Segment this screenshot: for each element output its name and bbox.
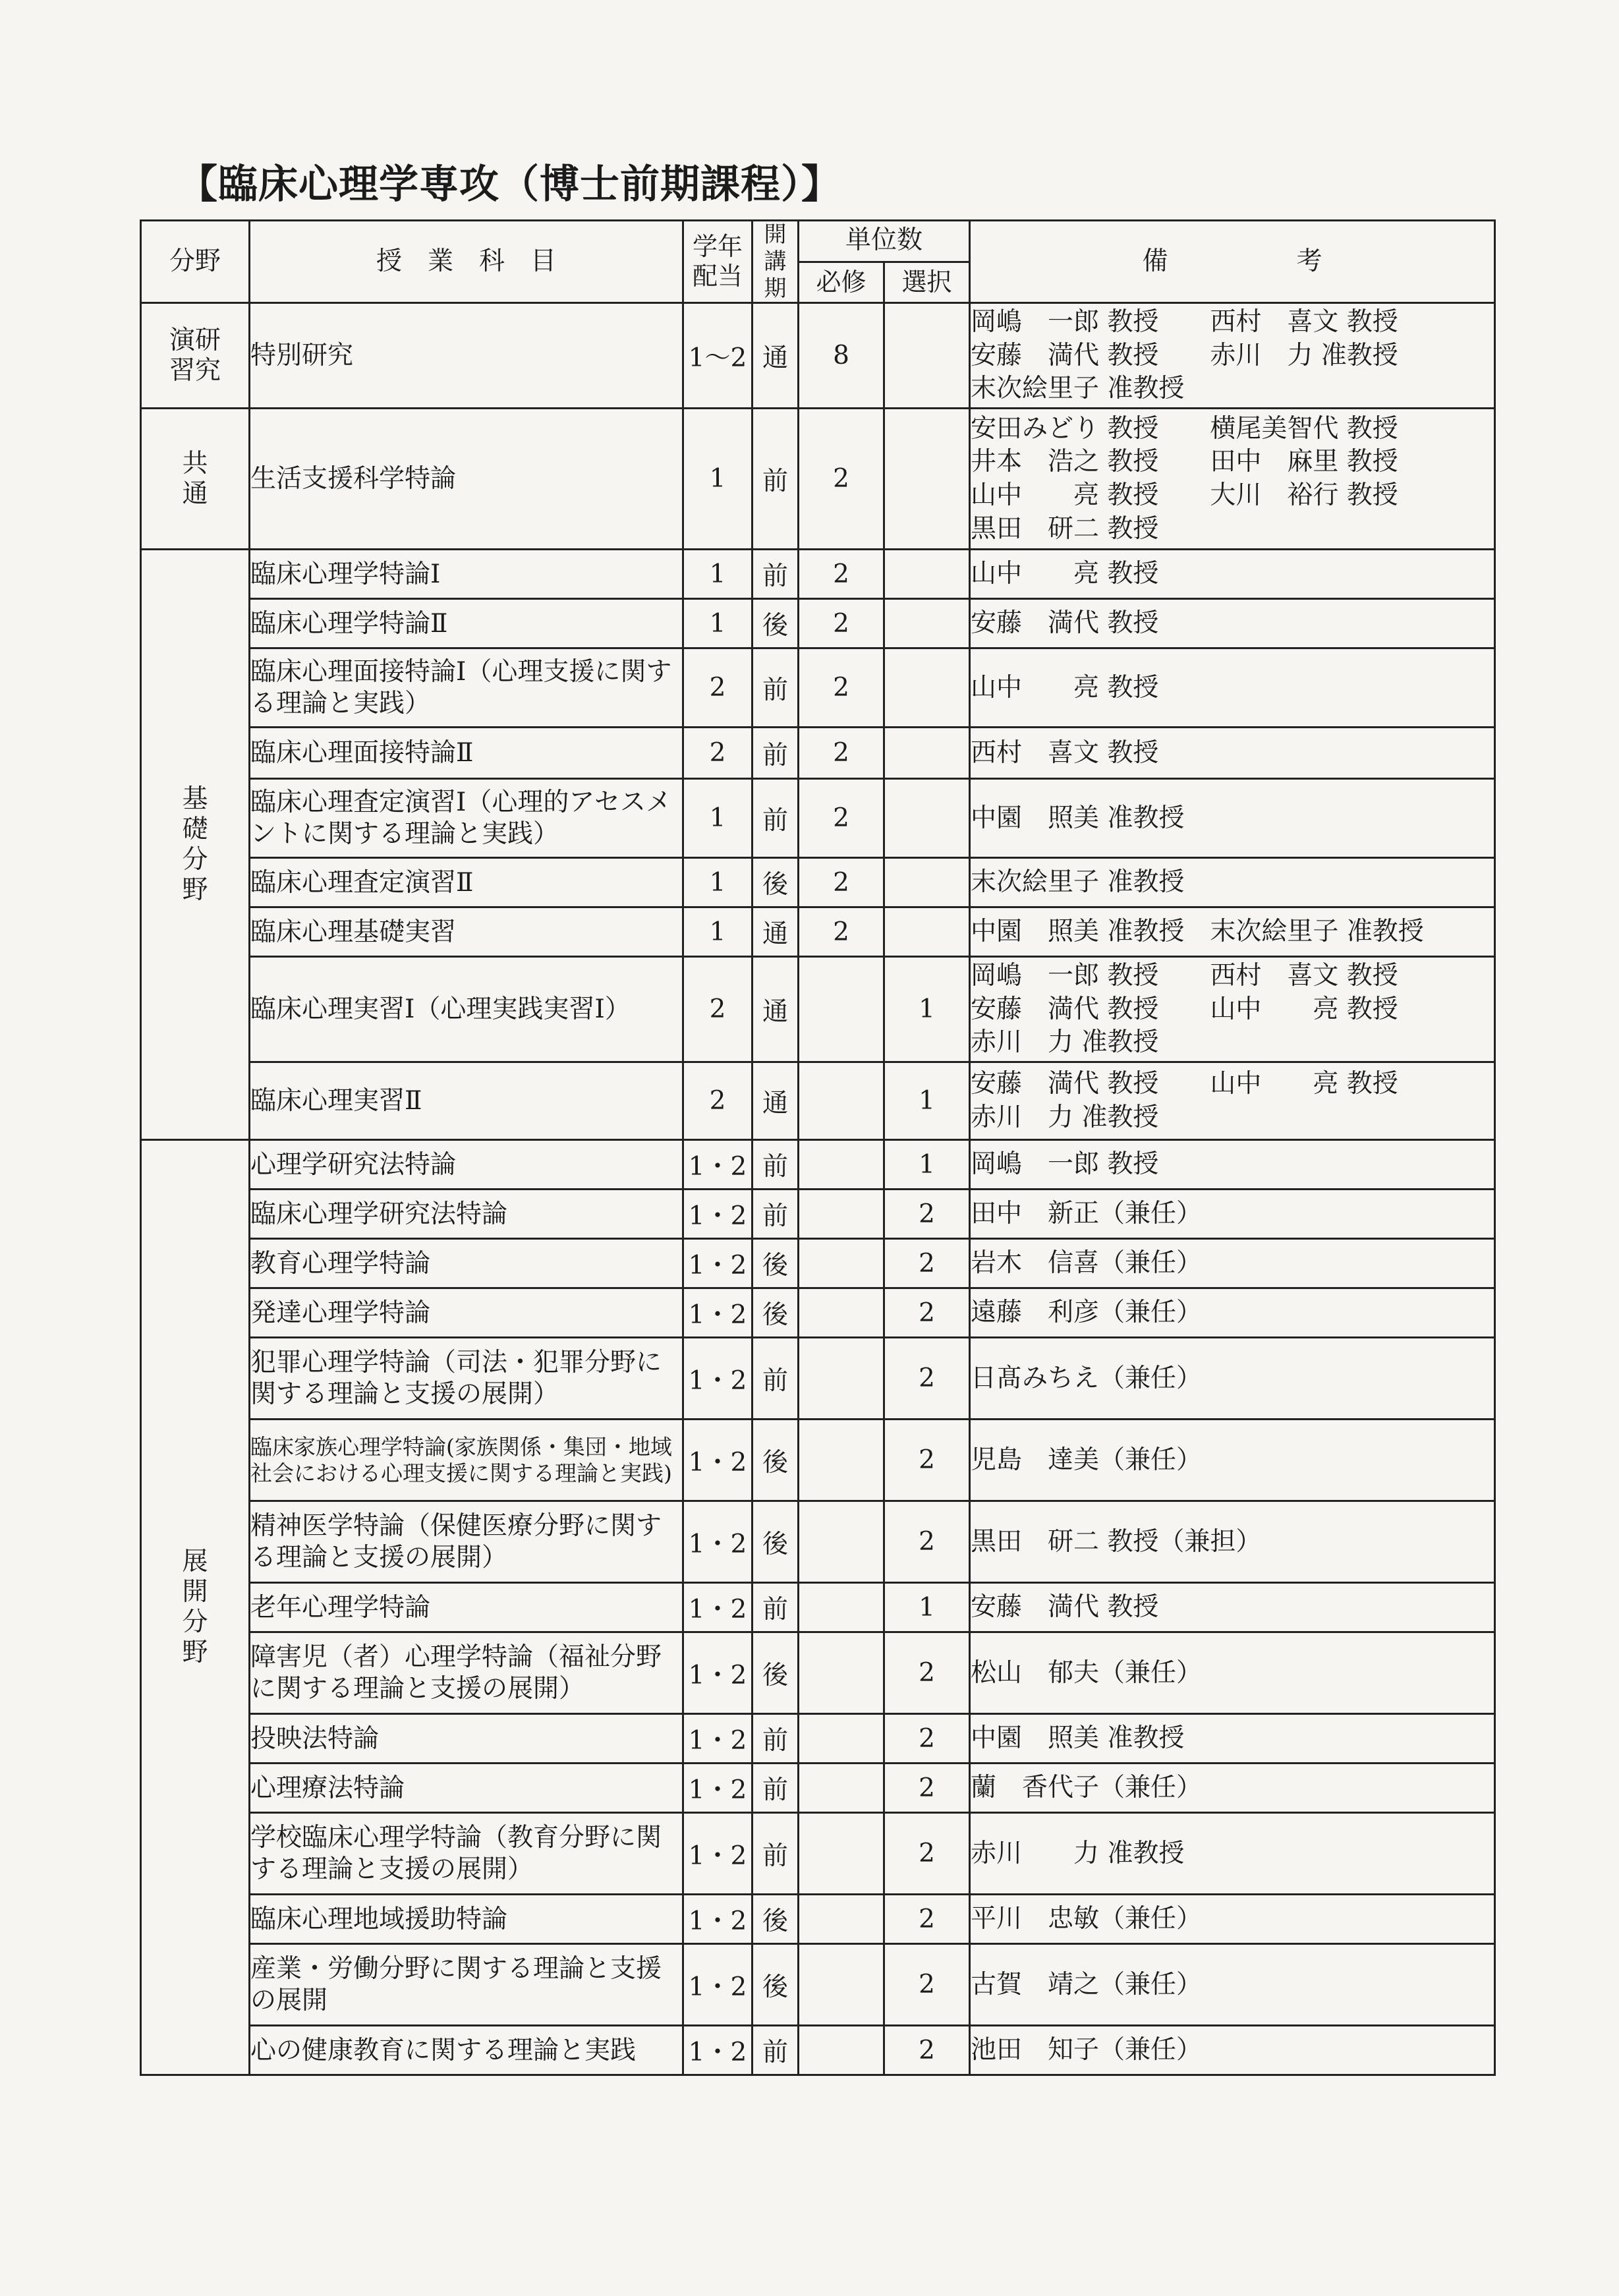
term-cell: 前 (753, 1583, 799, 1632)
term-cell: 前 (753, 2026, 799, 2075)
table-row (141, 409, 1495, 550)
subject-cell: 臨床心理面接特論Ⅱ (250, 728, 683, 779)
year-cell: 1 (683, 907, 753, 957)
year-cell: 1・2 (683, 1944, 753, 2026)
table-row (141, 1895, 1495, 1944)
subject-cell: 臨床心理学研究法特論 (250, 1190, 683, 1239)
subject-cell: 産業・労働分野に関する理論と支援の展開 (250, 1944, 683, 2026)
table-row (141, 858, 1495, 907)
required-credit-cell (799, 957, 884, 1062)
subject-cell: 老年心理学特論 (250, 1583, 683, 1632)
subject-cell: 臨床心理査定演習Ⅱ (250, 858, 683, 907)
year-cell: 2 (683, 1062, 753, 1140)
year-cell: 1 (683, 550, 753, 599)
subject-cell: 臨床心理基礎実習 (250, 907, 683, 957)
required-credit-cell (799, 1140, 884, 1190)
subject-cell: 臨床心理学特論Ⅰ (250, 550, 683, 599)
year-cell: 1〜2 (683, 303, 753, 409)
elective-credit-cell: 2 (884, 1895, 970, 1944)
subject-cell: 教育心理学特論 (250, 1239, 683, 1288)
term-cell: 後 (753, 1288, 799, 1338)
year-cell: 1・2 (683, 1338, 753, 1420)
subject-cell: 犯罪心理学特論（司法・犯罪分野に関する理論と支援の展開） (250, 1338, 683, 1420)
table-row (141, 1944, 1495, 2026)
elective-credit-cell (884, 728, 970, 779)
required-credit-cell: 8 (799, 303, 884, 409)
subject-cell: 心の健康教育に関する理論と実践 (250, 2026, 683, 2075)
elective-credit-cell (884, 303, 970, 409)
table-row (141, 1813, 1495, 1895)
table-row (141, 779, 1495, 858)
term-cell: 前 (753, 409, 799, 550)
term-cell: 前 (753, 1190, 799, 1239)
remarks-cell: 安田みどり 教授 横尾美智代 教授 井本 浩之 教授 田中 麻里 教授 山中 亮 教授 大川 裕行 教授 黒田 研二 教授 (970, 409, 1495, 550)
header-term: 開講期 (753, 221, 799, 303)
year-cell: 2 (683, 957, 753, 1062)
year-cell: 1・2 (683, 1420, 753, 1501)
elective-credit-cell: 2 (884, 1632, 970, 1714)
table-row (141, 2026, 1495, 2075)
elective-credit-cell: 2 (884, 1288, 970, 1338)
table-row (141, 957, 1495, 1062)
year-cell: 1 (683, 779, 753, 858)
term-cell: 前 (753, 1338, 799, 1420)
remarks-cell: 岡嶋 一郎 教授 西村 喜文 教授 安藤 満代 教授 赤川 力 准教授 末次絵里子 准教授 (970, 303, 1495, 409)
header-credits: 単位数 (799, 221, 970, 262)
subject-cell: 臨床心理学特論Ⅱ (250, 599, 683, 648)
year-cell: 2 (683, 648, 753, 728)
year-cell: 1・2 (683, 1632, 753, 1714)
remarks-cell: 安藤 満代 教授 (970, 1583, 1495, 1632)
table-row (141, 1764, 1495, 1813)
required-credit-cell (799, 1895, 884, 1944)
required-credit-cell (799, 1190, 884, 1239)
term-cell: 前 (753, 648, 799, 728)
table-row (141, 599, 1495, 648)
remarks-cell: 池田 知子（兼任） (970, 2026, 1495, 2075)
elective-credit-cell (884, 907, 970, 957)
subject-cell: 生活支援科学特論 (250, 409, 683, 550)
term-cell: 後 (753, 1420, 799, 1501)
elective-credit-cell: 2 (884, 1501, 970, 1583)
header-field: 分野 (141, 221, 250, 303)
remarks-cell: 安藤 満代 教授 (970, 599, 1495, 648)
year-cell: 1・2 (683, 1239, 753, 1288)
required-credit-cell (799, 1813, 884, 1895)
subject-cell: 臨床心理実習Ⅰ（心理実践実習Ⅰ） (250, 957, 683, 1062)
subject-cell: 臨床心理地域援助特論 (250, 1895, 683, 1944)
elective-credit-cell (884, 599, 970, 648)
remarks-cell: 岡嶋 一郎 教授 西村 喜文 教授 安藤 満代 教授 山中 亮 教授 赤川 力 准教授 (970, 957, 1495, 1062)
elective-credit-cell (884, 648, 970, 728)
elective-credit-cell: 1 (884, 1583, 970, 1632)
table-row (141, 648, 1495, 728)
table-row (141, 303, 1495, 409)
year-cell: 1・2 (683, 1190, 753, 1239)
page-title: 【臨床心理学専攻（博士前期課程）】 (178, 161, 841, 208)
elective-credit-cell: 2 (884, 1813, 970, 1895)
term-cell: 後 (753, 599, 799, 648)
table-row (141, 550, 1495, 599)
table-row (141, 1501, 1495, 1583)
subject-cell: 臨床心理査定演習Ⅰ（心理的アセスメントに関する理論と実践） (250, 779, 683, 858)
required-credit-cell: 2 (799, 779, 884, 858)
subject-cell: 心理療法特論 (250, 1764, 683, 1813)
required-credit-cell: 2 (799, 648, 884, 728)
remarks-cell: 遠藤 利彦（兼任） (970, 1288, 1495, 1338)
table-row (141, 1062, 1495, 1140)
table-row (141, 1420, 1495, 1501)
required-credit-cell: 2 (799, 907, 884, 957)
subject-cell: 発達心理学特論 (250, 1288, 683, 1338)
term-cell: 後 (753, 1944, 799, 2026)
term-cell: 通 (753, 957, 799, 1062)
remarks-cell: 松山 郁夫（兼任） (970, 1632, 1495, 1714)
table-row (141, 1239, 1495, 1288)
required-credit-cell (799, 1288, 884, 1338)
remarks-cell: 岡嶋 一郎 教授 (970, 1140, 1495, 1190)
header-subject: 授 業 科 目 (250, 221, 683, 303)
term-cell: 前 (753, 779, 799, 858)
required-credit-cell (799, 1632, 884, 1714)
elective-credit-cell: 2 (884, 1944, 970, 2026)
required-credit-cell: 2 (799, 858, 884, 907)
term-cell: 後 (753, 858, 799, 907)
remarks-cell: 平川 忠敏（兼任） (970, 1895, 1495, 1944)
remarks-cell: 赤川 力 准教授 (970, 1813, 1495, 1895)
table-row (141, 1190, 1495, 1239)
required-credit-cell: 2 (799, 409, 884, 550)
term-cell: 通 (753, 1062, 799, 1140)
elective-credit-cell: 2 (884, 2026, 970, 2075)
table-row (141, 1714, 1495, 1764)
year-cell: 1・2 (683, 1764, 753, 1813)
term-cell: 前 (753, 1813, 799, 1895)
required-credit-cell (799, 1764, 884, 1813)
term-cell: 前 (753, 1714, 799, 1764)
year-cell: 2 (683, 728, 753, 779)
remarks-cell: 山中 亮 教授 (970, 550, 1495, 599)
elective-credit-cell: 2 (884, 1764, 970, 1813)
remarks-cell: 田中 新正（兼任） (970, 1190, 1495, 1239)
remarks-cell: 中園 照美 准教授 末次絵里子 准教授 (970, 907, 1495, 957)
remarks-cell: 末次絵里子 准教授 (970, 858, 1495, 907)
table-row (141, 1632, 1495, 1714)
remarks-cell: 黒田 研二 教授（兼担） (970, 1501, 1495, 1583)
table-row (141, 907, 1495, 957)
term-cell: 通 (753, 303, 799, 409)
elective-credit-cell: 1 (884, 957, 970, 1062)
table-row (141, 1288, 1495, 1338)
required-credit-cell (799, 1714, 884, 1764)
year-cell: 1 (683, 599, 753, 648)
required-credit-cell (799, 1501, 884, 1583)
subject-cell: 臨床心理面接特論Ⅰ（心理支援に関する理論と実践） (250, 648, 683, 728)
term-cell: 後 (753, 1632, 799, 1714)
subject-cell: 臨床心理実習Ⅱ (250, 1062, 683, 1140)
remarks-cell: 岩木 信喜（兼任） (970, 1239, 1495, 1288)
term-cell: 前 (753, 728, 799, 779)
subject-cell: 障害児（者）心理学特論（福祉分野に関する理論と支援の展開） (250, 1632, 683, 1714)
field-advanced: 展開分野 (141, 1140, 250, 2075)
elective-credit-cell: 2 (884, 1714, 970, 1764)
remarks-cell: 日髙みちえ（兼任） (970, 1338, 1495, 1420)
elective-credit-cell: 1 (884, 1140, 970, 1190)
term-cell: 後 (753, 1895, 799, 1944)
subject-cell: 臨床家族心理学特論(家族関係・集団・地域社会における心理支援に関する理論と実践) (250, 1420, 683, 1501)
header-remarks: 備 考 (970, 221, 1495, 303)
year-cell: 1・2 (683, 1895, 753, 1944)
required-credit-cell: 2 (799, 728, 884, 779)
remarks-cell: 安藤 満代 教授 山中 亮 教授 赤川 力 准教授 (970, 1062, 1495, 1140)
required-credit-cell (799, 1583, 884, 1632)
required-credit-cell: 2 (799, 550, 884, 599)
elective-credit-cell (884, 550, 970, 599)
year-cell: 1 (683, 858, 753, 907)
elective-credit-cell: 2 (884, 1190, 970, 1239)
table-row (141, 1583, 1495, 1632)
required-credit-cell (799, 1239, 884, 1288)
subject-cell: 精神医学特論（保健医療分野に関する理論と支援の展開） (250, 1501, 683, 1583)
header-row (141, 221, 1495, 262)
subject-cell: 心理学研究法特論 (250, 1140, 683, 1190)
term-cell: 後 (753, 1239, 799, 1288)
table-row (141, 728, 1495, 779)
term-cell: 後 (753, 1501, 799, 1583)
year-cell: 1・2 (683, 1583, 753, 1632)
required-credit-cell (799, 1338, 884, 1420)
elective-credit-cell: 2 (884, 1338, 970, 1420)
subject-cell: 学校臨床心理学特論（教育分野に関する理論と支援の展開） (250, 1813, 683, 1895)
header-required: 必修 (799, 262, 884, 303)
table-row (141, 1140, 1495, 1190)
required-credit-cell (799, 1944, 884, 2026)
year-cell: 1 (683, 409, 753, 550)
remarks-cell: 中園 照美 准教授 (970, 1714, 1495, 1764)
field-basic: 基礎分野 (141, 550, 250, 1140)
remarks-cell: 蘭 香代子（兼任） (970, 1764, 1495, 1813)
elective-credit-cell: 2 (884, 1239, 970, 1288)
year-cell: 1・2 (683, 1714, 753, 1764)
required-credit-cell (799, 1062, 884, 1140)
year-cell: 1・2 (683, 1501, 753, 1583)
term-cell: 前 (753, 550, 799, 599)
elective-credit-cell: 2 (884, 1420, 970, 1501)
elective-credit-cell: 1 (884, 1062, 970, 1140)
header-elective: 選択 (884, 262, 970, 303)
remarks-cell: 古賀 靖之（兼任） (970, 1944, 1495, 2026)
year-cell: 1・2 (683, 1813, 753, 1895)
term-cell: 前 (753, 1764, 799, 1813)
elective-credit-cell (884, 858, 970, 907)
year-cell: 1・2 (683, 1140, 753, 1190)
remarks-cell: 山中 亮 教授 (970, 648, 1495, 728)
subject-cell: 投映法特論 (250, 1714, 683, 1764)
header-year: 学年配当 (683, 221, 753, 303)
table-row (141, 1338, 1495, 1420)
subject-cell: 特別研究 (250, 303, 683, 409)
elective-credit-cell (884, 779, 970, 858)
required-credit-cell (799, 1420, 884, 1501)
course-table (140, 219, 1496, 2076)
remarks-cell: 西村 喜文 教授 (970, 728, 1495, 779)
term-cell: 通 (753, 907, 799, 957)
field-common: 共通 (141, 409, 250, 550)
term-cell: 前 (753, 1140, 799, 1190)
remarks-cell: 児島 達美（兼任） (970, 1420, 1495, 1501)
year-cell: 1・2 (683, 1288, 753, 1338)
year-cell: 1・2 (683, 2026, 753, 2075)
required-credit-cell (799, 2026, 884, 2075)
elective-credit-cell (884, 409, 970, 550)
field-research: 演研習究 (141, 303, 250, 409)
remarks-cell: 中園 照美 准教授 (970, 779, 1495, 858)
required-credit-cell: 2 (799, 599, 884, 648)
